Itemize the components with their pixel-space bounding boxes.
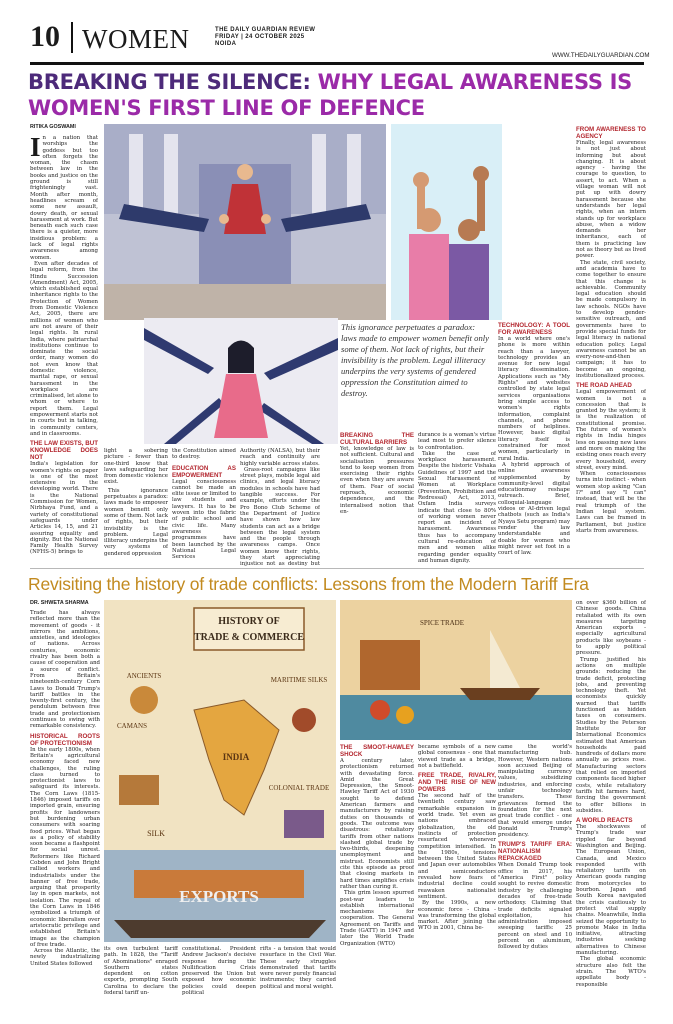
illus-label-maritime: MARITIME SILKS: [270, 676, 328, 684]
body-text: Grass-root campaigns like street plays, mobile legal aid clinics, and legal literacy modules in schools have had tangible success. For example, efforts under the Pro Bono Club Scheme of the Department of Justice have shown how law students can act as a bridge between the legal system and the people through awareness camps. Once women know their rights, they start appreciating injustice not as destiny but: [240, 466, 320, 566]
article1-column-1: [30, 135, 98, 565]
body-text: In a world where one's phone is more within reach than a lawyer, technology provides an avenue for new legal literacy dissemination. Applications such as "My Rights" and websites controlled by state legal services organisations bring simple access to women's rights information, complaint channels, and phone numbers of helplines. However, basic digital literacy itself is constrained for most women, particularly in rural India.: [498, 336, 570, 462]
spice-ship-illustration: [340, 600, 572, 740]
body-text: When consciousness turns into instinct - when women stop asking "Can I?" and say "I can" instead, that will be the real triumph of the Indian legal system. Laws can be framed in Parliament, but justice starts from awareness.: [576, 471, 646, 534]
body-text: India's legislation for women's rights on paper is one of the most extensive in the developing world. There is the National Commission for Women, Nirbhaya Fund, and a variety of constitutional safeguards under Articles 14, 15, and 21 assuring equality and dignity. But the National Family Health Survey (NFHS-5) brings to: [30, 461, 98, 556]
body-text: Finally, legal awareness is not just about informing but about changing. It is about agency - having the courage to question, to assert, to act. When a village woman will not put up with dowry harassment because she understands her legal rights, when an intern stands up for workplace abuse, when a widow demands her inheritance, each of them is practicing law not as theory but as lived power.: [576, 140, 646, 260]
body-text: came the world's manufacturing hub. However, Western nations soon accused Beijing of manipulating currency values, subsidizing industries, and enforcing unfair technology transfers. These grievances formed the foundation for the next great trade conflict - one that would emerge under Donald Trump's presidency.: [498, 744, 572, 839]
article2-column-5: [340, 744, 414, 1018]
body-text: durance is a woman's virtue lead most to prefer silence to confrontation.: [418, 432, 496, 451]
illus-label-colonial: COLONIAL TRADE: [268, 784, 330, 792]
subhead-historical: HISTORICAL ROOTS OF PROTECTIONISM: [30, 732, 100, 747]
subhead-education: EDUCATION AS EMPOWERMENT: [172, 464, 236, 479]
website-link[interactable]: WWW.THEDAILYGUARDIAN.COM: [552, 52, 650, 59]
article-divider: [30, 568, 644, 569]
illus-label-camans: CAMANS: [117, 722, 147, 730]
headline-part2: WHY LEGAL AWARENESS IS: [317, 70, 632, 94]
body-text: Trump justified his actions on multiple grounds: reducing the trade deficit, protecting jobs, and preventing technology theft. Yet economists quickly warned that tariffs functioned as hidden taxes on consumers. Studies by the Peterson Institute for International Economics estimated that American households paid hundreds of dollars more annually as prices rose. Manufacturing sectors that relied on imported components faced higher costs, while retaliatory tariffs hit farmers hard, forcing the government to offer billions in subsidies.: [576, 656, 646, 814]
article2-column-4: [260, 946, 336, 1018]
article1-headline: [28, 69, 648, 121]
subhead-technology: TECHNOLOGY: A TOOL FOR AWARENESS: [498, 322, 570, 336]
headline-part1: BREAKING THE SILENCE:: [28, 70, 318, 94]
body-text: n a nation that worships the goddess but too often forgets the woman, the chasm between law in the books and justice on the ground is still frighteningly vast. Month after month, headlines scream of some new assault, dowry death, or sexual harassment at work. But beneath each such case there is a quieter, more insidious problem: a lack of legal rights awareness among women.: [30, 135, 98, 261]
body-text: This grim lesson spurred post-war leaders to establish international mechanisms for cooperation. The General Agreement on Tariffs and Trade (GATT) in 1947 and later the World Trade Organization (WTO): [340, 890, 414, 947]
subhead-trump: TRUMP'S TARIFF ERA: NATIONALISM REPACKAGED: [498, 841, 572, 863]
body-text: A century later, protectionism returned with devastating force. Amid the Great Depression, the Smoot-Hawley Tariff Act of 1930 sought to defend American farmers and manufacturers by raising duties on thousands of goods. The outcome was disastrous: retaliatory tariffs from other nations slashed global trade by two-thirds, deepening unemployment and mistrust. Economists still cite this episode as proof that closing markets in hard times amplifies crisis rather than curing it.: [340, 758, 414, 890]
body-text: Take the case of workplace harassment. Despite the historic Vishaka Guidelines of 1997 and the Sexual Harassment of Women at Workplace (Prevention, Prohibition and Redressal) Act, 2013, Oxfam India surveys indicate that close to 80% of working women never report an incident of harassment. Awareness thus has to accompany cultural re-education of men and women alike regarding gender equality and human dignity.: [418, 450, 496, 564]
article1-column-2: [104, 448, 168, 566]
woman-arrows-illustration: [144, 318, 338, 444]
body-text: Even after decades of legal reform, from the Hindu Succession (Amendment) Act, 2005, which established equal inheritance rights to the Protection of Women from Domestic Violence Act, 2005, there are millions of women who are not aware of their legal rights. In rural India, where patriarchal institutions continue to dominate the social order, many women do not even know that domestic violence, marital rape, or sexual harassment in the workplace are criminalised, let alone to whom or where to report them. Legal empowerment starts not in courts but in talking, in community centers, and in classrooms.: [30, 260, 98, 437]
body-text: The global economic structure also felt the strain. The WTO's appellate body - responsible: [576, 956, 646, 988]
body-text: the Constitution aimed to destroy.: [172, 448, 236, 461]
body-text: This ignorance perpetuates a paradox: laws made to empower women benefit only some of them. Not lack of rights, but their invisibility is the problem. Legal illiteracy underpins the very systems of gendered oppression: [104, 487, 168, 557]
body-text: constitutional. President Andrew Jackson's decisive response during the Nullification Crisis preserved the Union but exposed how economic policies could deepen political: [182, 946, 256, 997]
body-text: light a sobering picture - fewer than one-third know that laws safeguarding her from domestic violence exist.: [104, 448, 168, 486]
illus-label-history: HISTORY OF: [218, 616, 280, 627]
article2-headline: Revisiting the history of trade conflicts: Lessons from the Modern Tariff Era: [28, 574, 589, 594]
body-text: Yet, knowledge of law is not sufficient. Cultural and socialisation pressures tend to keep women from exercising their rights even when they are aware of them. Fear of social reproach, economic dependence, and the internalised notion that en-: [340, 446, 414, 515]
masthead-date: FRIDAY | 24 OCTOBER 2025: [215, 34, 305, 41]
trade-history-illustration: [104, 600, 336, 942]
illus-label-india: INDIA: [222, 752, 250, 762]
body-text: on over $360 billion of Chinese goods. China retaliated with its own measures targeting American exports - especially agricultural products like soybeans - to apply political pressure.: [576, 600, 646, 657]
body-text: In the early 1800s, when Britain's agricultural economy faced new challenges, the ruling class turned to protectionist laws to safeguard its interests. The Corn Laws (1815-1846) imposed tariffs on imported grain, ensuring profits for landowners but burdening urban consumers with soaring food prices. What began as a policy of stability soon became a flashpoint for social unrest. Reformers like Richard Cobden and John Bright rallied workers and industrialists under the banner of free trade, arguing that prosperity lay in open markets, not isolation. The repeal of the Corn Laws in 1846 symbolized a triumph of economic liberalism over aristocratic privilege and established Britain's image as the champion of free trade.: [30, 746, 100, 948]
header-rule: [30, 62, 644, 65]
subhead-barriers: BREAKING THE CULTURAL BARRIERS: [340, 432, 414, 446]
pull-quote: This ignorance perpetuates a paradox: laws made to empower women benefit only some of them. Not lack of rights, but their invisibility is the problem. Legal illiteracy underpins the very systems of gendered oppression the Constitution aimed to destroy.: [341, 322, 489, 398]
article1-byline: RITIKA GOSWAMI: [30, 124, 76, 130]
section-title: WOMEN: [82, 24, 190, 54]
subhead-free-trade: FREE TRADE, RIVALRY, AND THE RISE OF NEW POWERS: [418, 772, 496, 794]
article2-column-8: [576, 600, 646, 1018]
justice-illustration: [104, 124, 386, 320]
illus-label-silk: SILK: [147, 829, 165, 838]
body-text: The shockwaves of Trump's trade war rippled far beyond Washington and Beijing. The European Union, Canada, and Mexico responded with retaliatory tariffs on American goods ranging from motorcycles to bourbon. Japan and South Korea navigated the crisis cautiously to protect vital supply chains. Meanwhile, India seized the opportunity to promote Make in India initiative, attracting industries seeking alternatives to Chinese manufacturing.: [576, 824, 646, 957]
subhead-smoot: THE SMOOT-HAWLEY SHOCK: [340, 744, 414, 758]
page-number: 10: [30, 20, 60, 53]
body-text: The second half of the twentieth century saw remarkable expansion in world trade. Yet even as nations embraced globalization, the old instincts of protection resurfaced whenever competition intensified. In the 1980s, tensions between the United States and Japan over automobiles and semiconductors revealed how fears of industrial decline could reawaken nationalist sentiment.: [418, 793, 496, 900]
article2-column-1: [30, 610, 100, 1018]
illus-label-exports: EXPORTS: [179, 887, 259, 906]
article2-byline: DR. SHWETA SHARMA: [30, 600, 89, 606]
body-text: Legal consciousness cannot be made an elite issue or limited to law students and lawyers. It has to be woven into the fabric of public school and civic life. Many awareness programmes have been launched by the National Legal Services: [172, 478, 236, 561]
dropcap: I: [30, 135, 41, 162]
body-text: Across the Atlantic, the newly industrializing United States followed: [30, 948, 100, 967]
women-fist-illustration: [391, 124, 502, 320]
body-text: became symbols of a new global consensus - one that viewed trade as a bridge, not a battlefield.: [418, 744, 496, 769]
illus-label-ancients: ANCIENTS: [126, 672, 162, 680]
article1-column-8: [576, 126, 646, 566]
body-text: Legal empowerment of women is not a concession that is granted by the system; it is the realization of constitutional promise. The future of women's rights in India hinges less on passing new laws and more on making the existing ones reach every every household, every street, every mind.: [576, 389, 646, 471]
article1-column-3: [172, 448, 236, 566]
body-text: its own turbulent tariff path. In 1828, the "Tariff of Abominations" enraged Southern states dependent on cotton exports, prompting South Carolina to declare the federal tariff un-: [104, 946, 178, 997]
masthead: [215, 27, 315, 49]
article1-column-5: [340, 432, 414, 566]
body-text: A hybrid approach of online awareness supplemented by community-level digital educationmay reshape outreach. Brief, colloquial-language videos or AI-driven legal chatbots (such as India's Nyaya Setu program) may render the law understandable and doable for women who might never set foot in a court of law.: [498, 461, 570, 557]
subhead-law-exists: THE LAW EXISTS, BUT KNOWLEDGE DOES NOT: [30, 440, 98, 462]
subhead-world-reacts: A WORLD REACTS: [576, 817, 633, 825]
masthead-name: THE DAILY GUARDIAN REVIEW: [215, 27, 316, 33]
body-text: When Donald Trump took office in 2017, his "America First" policy sought to revive domestic industry by challenging decades of free-trade orthodoxy. Claiming that trade deficits signaled exploitation, his administration imposed sweeping tariffs: 25 percent on steel and 10 percent on aluminum, followed by duties: [498, 862, 572, 951]
body-text: Trade has always reflected more than the movement of goods - it mirrors the ambitions, anxieties, and ideologies of nations. Across centuries, economic rivalry has been both a cause of cooperation and a source of conflict. From Britain's nineteenth-century Corn Laws to Donald Trump's tariff battles in the twenty-first century, the pendulum between free trade and protectionism continues to swing with remarkable consistency.: [30, 610, 100, 730]
subhead-awareness-agency: FROM AWARENESS TO AGENCY: [576, 126, 646, 140]
article1-column-6: [418, 432, 496, 566]
article2-column-6: [418, 744, 496, 1018]
header-divider: [71, 22, 73, 53]
body-text: rifts - a tension that would resurface in the Civil War. These early struggles demonstrated that tariffs were never purely financial instruments; they carried political and moral weight.: [260, 946, 336, 990]
article2-column-7: [498, 744, 572, 1018]
body-text: By the 1990s, a new economic force - China - was transforming the global market. After joining the WTO in 2001, China be-: [418, 900, 496, 932]
article2-column-2: [104, 946, 178, 1018]
masthead-city: NOIDA: [215, 41, 237, 48]
article2-column-3: [182, 946, 256, 1018]
headline-line2: WOMEN'S FIRST LINE OF DEFENCE: [28, 96, 425, 120]
subhead-road-ahead: THE ROAD AHEAD: [576, 382, 632, 390]
illus-label-trade: TRADE & COMMERCE: [194, 632, 304, 643]
article1-column-7: [498, 322, 570, 566]
body-text: Authority (NALSA), but their reach and continuity are highly variable across states.: [240, 448, 320, 467]
illus-label-spice: SPICE TRADE: [420, 619, 465, 627]
article1-column-4: [240, 448, 320, 566]
body-text: The state, civil society, and academia have to come together to ensure that this change is achievable. Community legal education should be made compulsory in law schools. NGOs have to develop gender-sensitive outreach, and governments have to provide special funds for legal literacy in national education policy. Legal awareness cannot be an every-now-and-then campaign; it has to become an ongoing, institutionalized process.: [576, 259, 646, 379]
